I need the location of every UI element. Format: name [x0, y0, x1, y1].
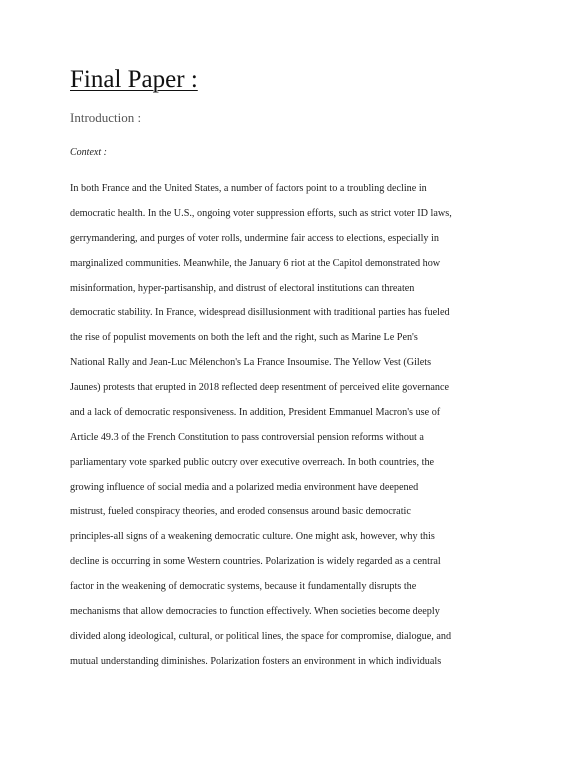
section-heading-introduction: Introduction : — [70, 110, 142, 125]
paragraph-line: and a lack of democratic responsiveness. In addition, President Emmanuel Macron's use of — [70, 406, 441, 418]
paragraph-line: decline is occurring in some Western countries. Polarization is widely regarded as a central — [70, 556, 441, 568]
paragraph-line: Jaunes) protests that erupted in 2018 reflected deep resentment of perceived elite governance — [70, 382, 450, 393]
paragraph-line: mutual understanding diminishes. Polarization fosters an environment in which individuals — [70, 655, 442, 667]
paragraph-line: misinformation, hyper-partisanship, and distrust of electoral institutions can threaten — [70, 282, 415, 294]
paragraph-line: marginalized communities. Meanwhile, the January 6 riot at the Capitol demonstrated how — [70, 257, 441, 269]
paragraph-line: gerrymandering, and purges of voter rolls, undermine fair access to elections, especially in — [70, 232, 439, 244]
paragraph-line: mechanisms that allow democracies to function effectively. When societies become deeply — [70, 605, 440, 617]
paragraph-line: factor in the weakening of democratic systems, because it fundamentally disrupts the — [70, 581, 417, 592]
paragraph-line: the rise of populist movements on both the left and the right, such as Marine Le Pen's — [70, 332, 418, 344]
paragraph-line: democratic stability. In France, widespread disillusionment with traditional parties has fueled — [70, 307, 450, 319]
paper-title: Final Paper : — [70, 66, 198, 93]
subsection-heading-context: Context : — [70, 147, 107, 158]
paragraph-line: parliamentary vote sparked public outcry over executive overreach. In both countries, the — [70, 456, 435, 468]
paragraph-line: mistrust, fueled conspiracy theories, and eroded consensus around basic democratic — [70, 506, 411, 518]
paragraph-line: divided along ideological, cultural, or political lines, the space for compromise, dialogue, and — [70, 630, 452, 642]
paragraph-line: principles-all signs of a weakening democratic culture. One might ask, however, why this — [70, 531, 435, 543]
paragraph-line: democratic health. In the U.S., ongoing voter suppression efforts, such as strict voter ID laws, — [70, 207, 452, 219]
body-paragraph — [70, 180, 520, 678]
paragraph-line: National Rally and Jean-Luc Mélenchon's La France Insoumise. The Yellow Vest (Gilets — [70, 357, 432, 369]
paragraph-line: In both France and the United States, a number of factors point to a troubling decline in — [70, 183, 427, 194]
paragraph-line: growing influence of social media and a polarized media environment have deepened — [70, 481, 419, 493]
paragraph-line: Article 49.3 of the French Constitution to pass controversial pension reforms without a — [70, 431, 424, 443]
